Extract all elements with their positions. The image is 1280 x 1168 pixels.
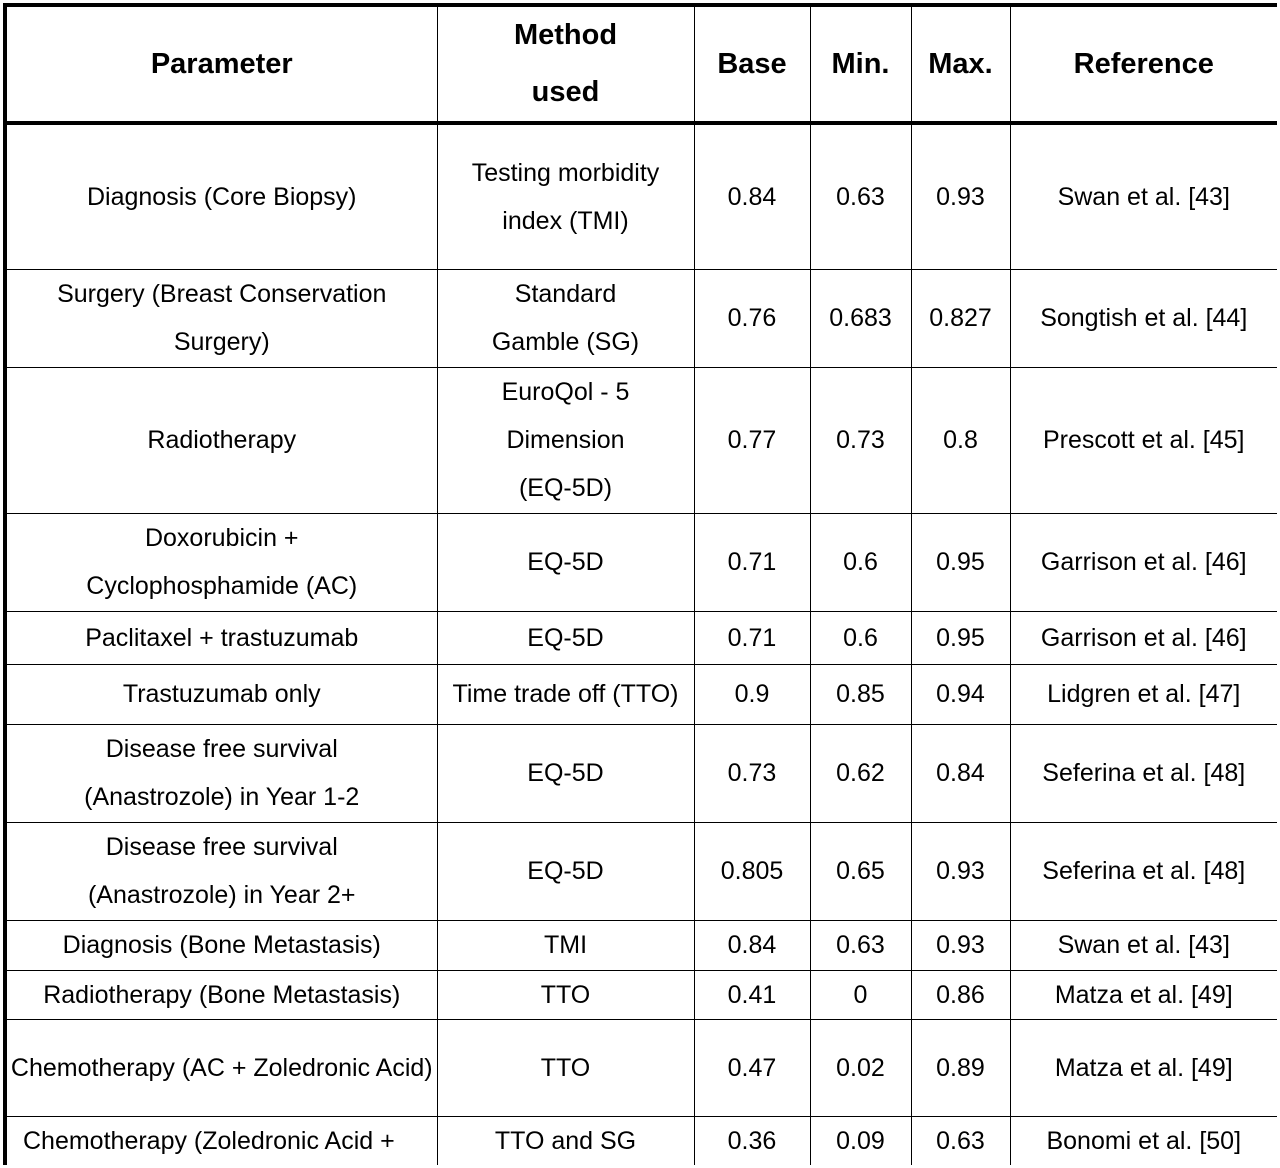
header-min: Min. (810, 5, 911, 123)
cell-max: 0.84 (911, 724, 1010, 822)
cell-min: 0.02 (810, 1019, 911, 1116)
table-row (5, 724, 1277, 822)
cell-reference: Garrison et al. [46] (1010, 513, 1277, 611)
cell-max: 0.63 (911, 1116, 1010, 1165)
cell-parameter: Chemotherapy (AC + Zoledronic Acid) (5, 1019, 437, 1116)
cell-base: 0.47 (694, 1019, 810, 1116)
table-row (5, 367, 1277, 513)
cell-reference: Swan et al. [43] (1010, 123, 1277, 269)
cell-parameter: Radiotherapy (Bone Metastasis) (5, 970, 437, 1019)
header-reference: Reference (1010, 5, 1277, 123)
cell-min: 0.09 (810, 1116, 911, 1165)
table-row (5, 1019, 1277, 1116)
cell-reference: Swan et al. [43] (1010, 920, 1277, 970)
header-method-used: Method used (437, 5, 694, 123)
cell-reference: Songtish et al. [44] (1010, 269, 1277, 367)
cell-method: TTO and SG (437, 1116, 694, 1165)
cell-max: 0.8 (911, 367, 1010, 513)
cell-parameter: Disease free survival (Anastrozole) in Year 2+ (5, 822, 437, 920)
cell-max: 0.94 (911, 664, 1010, 724)
header-max: Max. (911, 5, 1010, 123)
cell-min: 0.63 (810, 123, 911, 269)
cell-reference: Matza et al. [49] (1010, 1019, 1277, 1116)
cell-min: 0.683 (810, 269, 911, 367)
cell-max: 0.95 (911, 611, 1010, 664)
cell-parameter: Surgery (Breast Conservation Surgery) (5, 269, 437, 367)
utility-values-table-container (3, 3, 1277, 1165)
cell-min: 0.65 (810, 822, 911, 920)
cell-max: 0.93 (911, 123, 1010, 269)
cell-max: 0.93 (911, 920, 1010, 970)
cell-method: TTO (437, 1019, 694, 1116)
cell-method: Testing morbidity index (TMI) (437, 123, 694, 269)
table-row (5, 970, 1277, 1019)
cell-base: 0.805 (694, 822, 810, 920)
cell-min: 0.85 (810, 664, 911, 724)
cell-base: 0.41 (694, 970, 810, 1019)
cell-method: Time trade off (TTO) (437, 664, 694, 724)
header-row (5, 5, 1277, 123)
cell-min: 0.6 (810, 611, 911, 664)
cell-parameter: Disease free survival (Anastrozole) in Year 1-2 (5, 724, 437, 822)
cell-base: 0.84 (694, 123, 810, 269)
cell-parameter: Radiotherapy (5, 367, 437, 513)
header-base: Base (694, 5, 810, 123)
cell-base: 0.73 (694, 724, 810, 822)
cell-max: 0.827 (911, 269, 1010, 367)
cell-method: TMI (437, 920, 694, 970)
cell-parameter: Doxorubicin + Cyclophosphamide (AC) (5, 513, 437, 611)
table-row (5, 611, 1277, 664)
cell-method: TTO (437, 970, 694, 1019)
cell-reference: Prescott et al. [45] (1010, 367, 1277, 513)
cell-max: 0.86 (911, 970, 1010, 1019)
cell-min: 0.6 (810, 513, 911, 611)
utility-values-table (3, 3, 1277, 1165)
cell-base: 0.76 (694, 269, 810, 367)
cell-method: EQ-5D (437, 611, 694, 664)
cell-method: Standard Gamble (SG) (437, 269, 694, 367)
cell-base: 0.71 (694, 513, 810, 611)
cell-min: 0.63 (810, 920, 911, 970)
cell-reference: Matza et al. [49] (1010, 970, 1277, 1019)
cell-parameter: Trastuzumab only (5, 664, 437, 724)
cell-base: 0.77 (694, 367, 810, 513)
cell-reference: Garrison et al. [46] (1010, 611, 1277, 664)
cell-method: EQ-5D (437, 822, 694, 920)
table-row (5, 1116, 1277, 1165)
table-row (5, 822, 1277, 920)
cell-parameter: Diagnosis (Core Biopsy) (5, 123, 437, 269)
cell-max: 0.89 (911, 1019, 1010, 1116)
table-row (5, 920, 1277, 970)
cell-parameter: Diagnosis (Bone Metastasis) (5, 920, 437, 970)
cell-parameter: Paclitaxel + trastuzumab (5, 611, 437, 664)
cell-reference: Seferina et al. [48] (1010, 724, 1277, 822)
table-row (5, 123, 1277, 269)
table-row (5, 269, 1277, 367)
header-parameter: Parameter (5, 5, 437, 123)
cell-max: 0.93 (911, 822, 1010, 920)
cell-min: 0 (810, 970, 911, 1019)
cell-base: 0.71 (694, 611, 810, 664)
cell-method: EuroQol - 5 Dimension (EQ-5D) (437, 367, 694, 513)
table-row (5, 513, 1277, 611)
cell-base: 0.84 (694, 920, 810, 970)
cell-min: 0.73 (810, 367, 911, 513)
cell-base: 0.9 (694, 664, 810, 724)
cell-base: 0.36 (694, 1116, 810, 1165)
cell-min: 0.62 (810, 724, 911, 822)
cell-method: EQ-5D (437, 724, 694, 822)
cell-parameter: Chemotherapy (Zoledronic Acid + (5, 1116, 437, 1165)
cell-method: EQ-5D (437, 513, 694, 611)
table-row (5, 664, 1277, 724)
cell-reference: Seferina et al. [48] (1010, 822, 1277, 920)
cell-reference: Lidgren et al. [47] (1010, 664, 1277, 724)
cell-reference: Bonomi et al. [50] (1010, 1116, 1277, 1165)
cell-max: 0.95 (911, 513, 1010, 611)
